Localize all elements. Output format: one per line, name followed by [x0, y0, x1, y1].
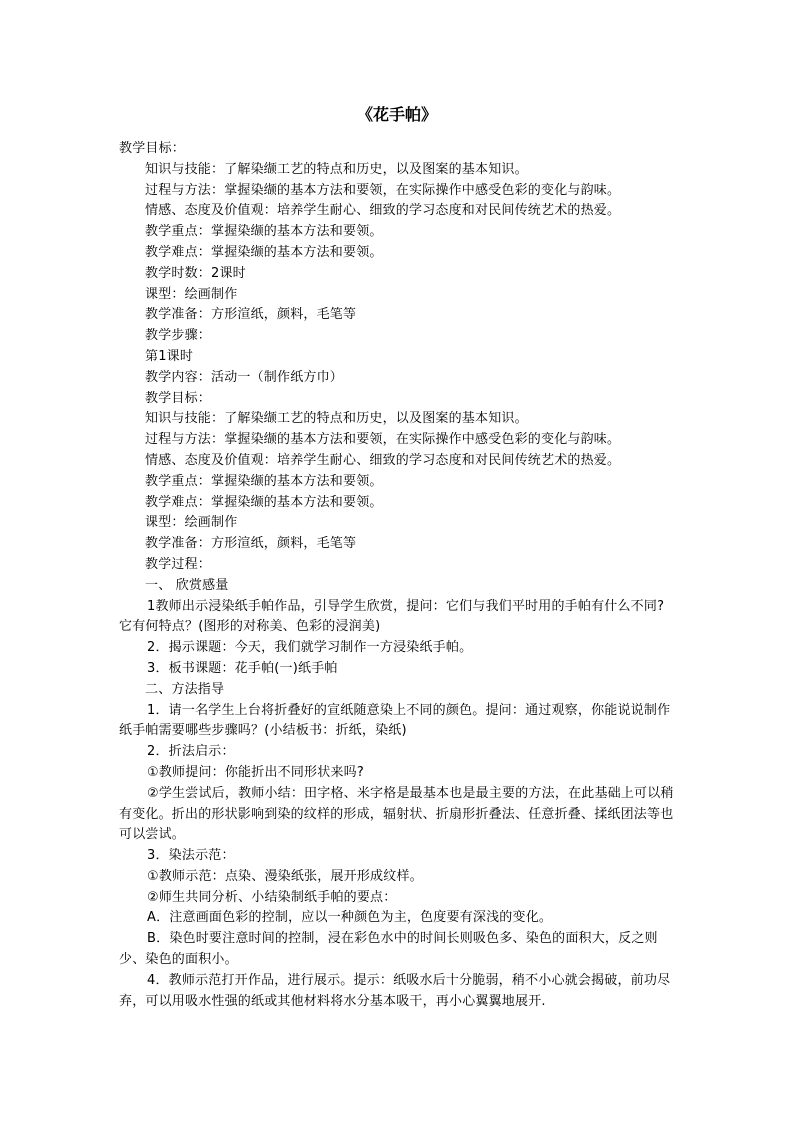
paragraph-preparation: 教学准备：方形渲纸，颜料，毛笔等: [145, 307, 357, 323]
paragraph-method-3: 3．染法示范：: [147, 848, 235, 864]
paragraph-preparation-2: 教学准备：方形渲纸，颜料，毛笔等: [145, 536, 357, 552]
paragraph-teaching-content: 教学内容：活动一（制作纸方巾）: [145, 369, 344, 385]
paragraph-teacher-demo: ①教师示范：点染、漫染纸张，展开形成纹样。: [147, 868, 423, 884]
paragraph-lesson-type-2: 课型：绘画制作: [145, 515, 238, 531]
paragraph-lesson-type: 课型：绘画制作: [145, 286, 238, 302]
paragraph-teacher-question: ①教师提问：你能折出不同形状来吗?: [147, 764, 364, 780]
paragraph-point-b: B．染色时要注意时间的控制，浸在彩色水中的时间长则吸色多、染色的面积大，反之则少、染色的面积小。: [119, 931, 658, 968]
paragraph-knowledge-skills: 知识与技能：了解染缬工艺的特点和历史，以及图案的基本知识。: [145, 161, 528, 177]
paragraph-step-3: 3．板书课题：花手帕(一)纸手帕: [147, 660, 338, 676]
document-title: 《花手帕》: [356, 105, 437, 124]
paragraph-emotion-values: 情感、态度及价值观：培养学生耐心、细致的学习态度和对民间传统艺术的热爱。: [145, 203, 621, 219]
section-heading-method-guidance: 二、方法指导: [145, 681, 225, 697]
paragraph-process-method-2: 过程与方法：掌握染缬的基本方法和要领，在实际操作中感受色彩的变化与韵味。: [145, 432, 621, 448]
paragraph-teaching-steps: 教学步骤：: [145, 328, 212, 344]
paragraph-key-point: 教学重点：掌握染缬的基本方法和要领。: [145, 224, 383, 240]
paragraph-teaching-process: 教学过程：: [145, 556, 212, 572]
paragraph-step-1: 1教师出示浸染纸手帕作品，引导学生欣赏，提问：它们与我们平时用的手帕有什么不同?它有何特点？(图形的对称美、色彩的浸润美): [119, 598, 665, 635]
paragraph-point-a: A．注意画面色彩的控制，应以一种颜色为主，色度要有深浅的变化。: [147, 910, 553, 926]
paragraph-process-method: 过程与方法：掌握染缬的基本方法和要领，在实际操作中感受色彩的变化与韵味。: [145, 182, 621, 198]
section-heading-appreciation: 一、 欣赏感量: [145, 577, 229, 593]
paragraph-teacher-summary: ②学生尝试后，教师小结：田字格、米字格是最基本也是最主要的方法，在此基础上可以稍有变化。折出的形状影响到染的纹样的形成，辐射状、折扇形折叠法、任意折叠、揉纸团法等也可以尝试。: [119, 785, 674, 843]
paragraph-lesson-one: 第1课时: [145, 348, 194, 364]
paragraph-key-point-2: 教学重点：掌握染缬的基本方法和要领。: [145, 473, 383, 489]
paragraph-knowledge-skills-2: 知识与技能：了解染缬工艺的特点和历史，以及图案的基本知识。: [145, 411, 528, 427]
paragraph-step-2: 2．揭示课题：今天，我们就学习制作一方浸染纸手帕。: [147, 640, 473, 656]
paragraph-teaching-goals-2: 教学目标：: [145, 390, 212, 406]
paragraph-method-1: 1．请一名学生上台将折叠好的宣纸随意染上不同的颜色。提问：通过观察，你能说说制作纸手帕需要哪些步骤吗？(小结板书：折纸，染纸): [119, 702, 671, 739]
heading-teaching-goals: 教学目标：: [119, 141, 186, 156]
paragraph-difficulty: 教学难点：掌握染缬的基本方法和要领。: [145, 244, 383, 260]
paragraph-method-4: 4．教师示范打开作品，进行展示。提示：纸吸水后十分脆弱，稍不小心就会揭破，前功尽弃，可以用吸水性强的纸或其他材料将水分基本吸干，再小心翼翼地展开.: [119, 972, 671, 1009]
paragraph-class-hours: 教学时数：2课时: [145, 265, 246, 281]
paragraph-method-2: 2．折法启示：: [147, 744, 235, 760]
document-body: [119, 139, 677, 1012]
paragraph-difficulty-2: 教学难点：掌握染缬的基本方法和要领。: [145, 494, 383, 510]
paragraph-emotion-values-2: 情感、态度及价值观：培养学生耐心、细致的学习态度和对民间传统艺术的热爱。: [145, 452, 621, 468]
paragraph-joint-analysis: ②师生共同分析、小结染制纸手帕的要点：: [147, 889, 397, 905]
